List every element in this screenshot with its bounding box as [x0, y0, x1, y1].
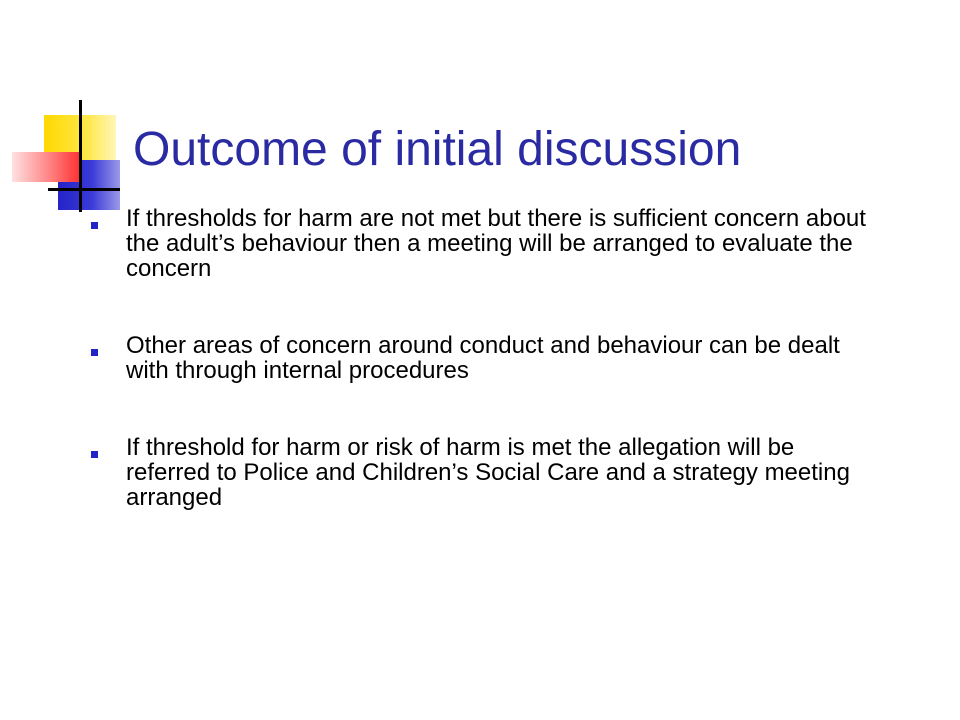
bullet-text: If threshold for harm or risk of harm is met the allegation will be referred to Police and Children’s Social Care and a strategy meeting arranged — [126, 434, 850, 511]
bullet-list — [90, 206, 870, 562]
square-bullet-icon — [91, 222, 98, 229]
square-cross-logo-icon — [0, 0, 140, 220]
bullet-item — [90, 333, 870, 383]
bullet-text: Other areas of concern around conduct and behaviour can be dealt with through internal procedures — [126, 332, 840, 384]
slide-title: Outcome of initial discussion — [133, 123, 742, 176]
square-bullet-icon — [91, 451, 98, 458]
logo-red-bar — [12, 152, 82, 182]
logo-horizontal-line — [48, 188, 120, 191]
logo-vertical-line — [79, 100, 82, 212]
bullet-item — [90, 435, 870, 510]
square-bullet-icon — [91, 349, 98, 356]
bullet-item — [90, 206, 870, 281]
bullet-text: If thresholds for harm are not met but there is sufficient concern about the adult’s behaviour then a meeting will be arranged to evaluate the concern — [126, 205, 866, 282]
